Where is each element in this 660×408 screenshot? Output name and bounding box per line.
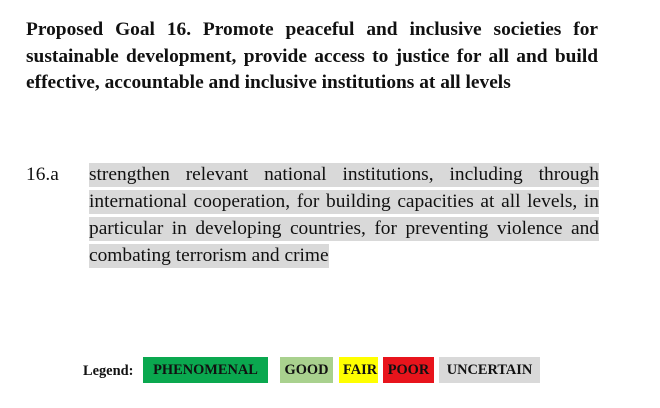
target-text-highlight: strengthen relevant national institutions, including through international cooperation, for building capacities at all levels, in particular in developing countries, for preventing violence and combating terrorism and crime xyxy=(89,164,599,266)
legend-label: Legend: xyxy=(83,363,134,379)
target-number: 16.a xyxy=(26,164,59,185)
target-text xyxy=(89,161,599,269)
legend-item-fair: FAIR xyxy=(339,357,378,383)
legend-item-phenomenal: PHENOMENAL xyxy=(143,357,268,383)
goal-heading: Proposed Goal 16. Promote peaceful and inclusive societies for sustainable development, provide access to justice for all and build effective, accountable and inclusive institutions at all levels xyxy=(26,19,598,93)
legend-item-uncertain: UNCERTAIN xyxy=(439,357,540,383)
legend-item-good: GOOD xyxy=(280,357,333,383)
legend-item-poor: POOR xyxy=(383,357,434,383)
